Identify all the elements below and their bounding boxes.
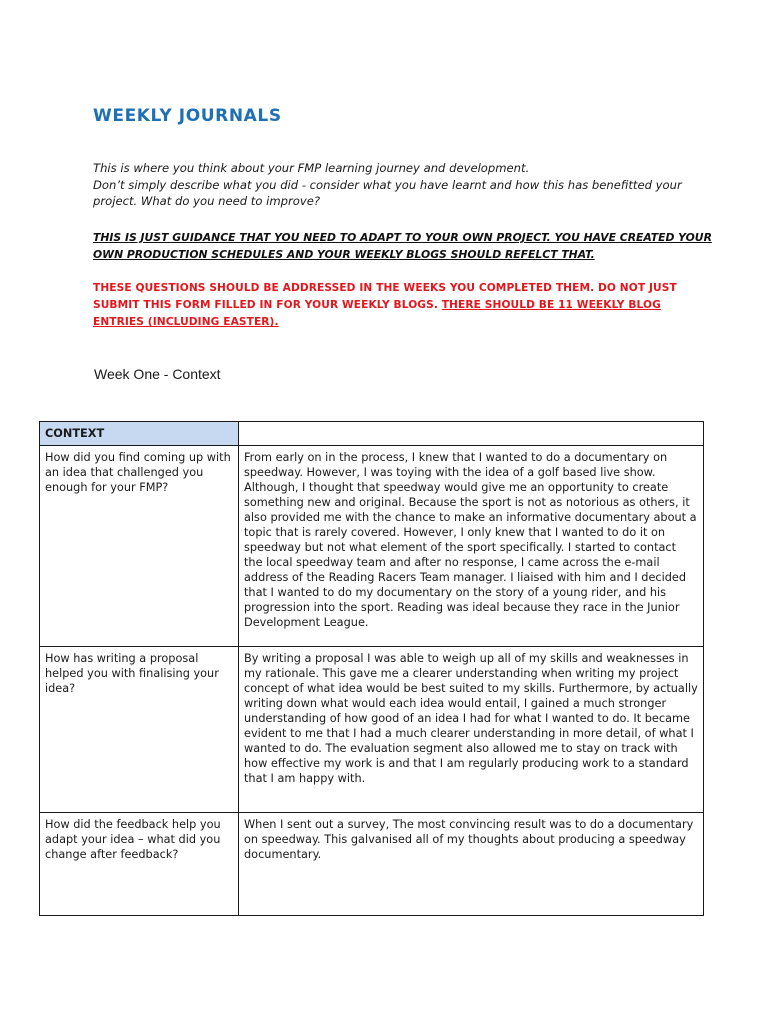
table-header-value	[239, 422, 704, 446]
answer-cell: By writing a proposal I was able to weigh up all of my skills and weaknesses in my rationale. This gave me a clearer understanding when writing my project concept of what idea would be best suited to my skills. Furthermore, by actually writing down what would each idea would entail, I gained a much stronger understanding of how good of an idea I had for what I wanted to do. It became evident to me that I had a much clearer understanding in more detail, of what I wanted to do. The evaluation segment also allowed me to stay on track with how effective my work is and that I am regularly producing work to a standard that I am happy with.	[239, 647, 704, 813]
page-title: WEEKLY JOURNALS	[93, 106, 282, 126]
question-cell: How did the feedback help you adapt your idea – what did you change after feedback?	[40, 813, 239, 916]
guidance-note: THIS IS JUST GUIDANCE THAT YOU NEED TO ADAPT TO YOUR OWN PROJECT. YOU HAVE CREATED YOUR OWN PRODUCTION SCHEDULES AND YOUR WEEKLY BLOGS SHOULD REFELCT THAT.	[93, 231, 712, 261]
context-table	[39, 421, 704, 916]
table-header-row	[40, 422, 704, 446]
question-cell: How has writing a proposal helped you with finalising your idea?	[40, 647, 239, 813]
intro-line-2: Don’t simply describe what you did - consider what you have learnt and how this has benefitted your project. What do you need to improve?	[93, 177, 682, 208]
answer-cell: When I sent out a survey, The most convincing result was to do a documentary on speedway. This galvanised all of my thoughts about producing a speedway documentary.	[239, 813, 704, 916]
table-row	[40, 813, 704, 916]
week-heading: Week One - Context	[94, 366, 221, 382]
intro-line-1: This is where you think about your FMP learning journey and development.	[93, 161, 530, 175]
intro-text	[93, 160, 723, 210]
question-cell: How did you find coming up with an idea that challenged you enough for your FMP?	[40, 446, 239, 647]
warning-blog-count: THERE SHOULD BE 11 WEEKLY BLOG ENTRIES (INCLUDING EASTER).	[93, 299, 661, 328]
table-header-label: CONTEXT	[40, 422, 239, 446]
warning-note	[93, 280, 713, 331]
table-row	[40, 647, 704, 813]
table-row	[40, 446, 704, 647]
answer-cell: From early on in the process, I knew that I wanted to do a documentary on speedway. However, I was toying with the idea of a golf based live show. Although, I thought that speedway would give me an opportunity to create something new and original. Because the sport is not as notorious as others, it also provided me with the chance to make an informative documentary about a topic that is rarely covered. However, I only knew that I wanted to do it on speedway but not what element of the sport specifically. I started to contact the local speedway team and after no response, I came across the e-mail address of the Reading Racers Team manager. I liaised with him and I decided that I wanted to do my documentary on the story of a young rider, and his progression into the sport. Reading was ideal because they race in the Junior Development League.	[239, 446, 704, 647]
warning-text: THESE QUESTIONS SHOULD BE ADDRESSED IN THE WEEKS YOU COMPLETED THEM. DO NOT JUST SUBMIT THIS FORM FILLED IN FOR YOUR WEEKLY BLOGS.	[93, 282, 677, 311]
